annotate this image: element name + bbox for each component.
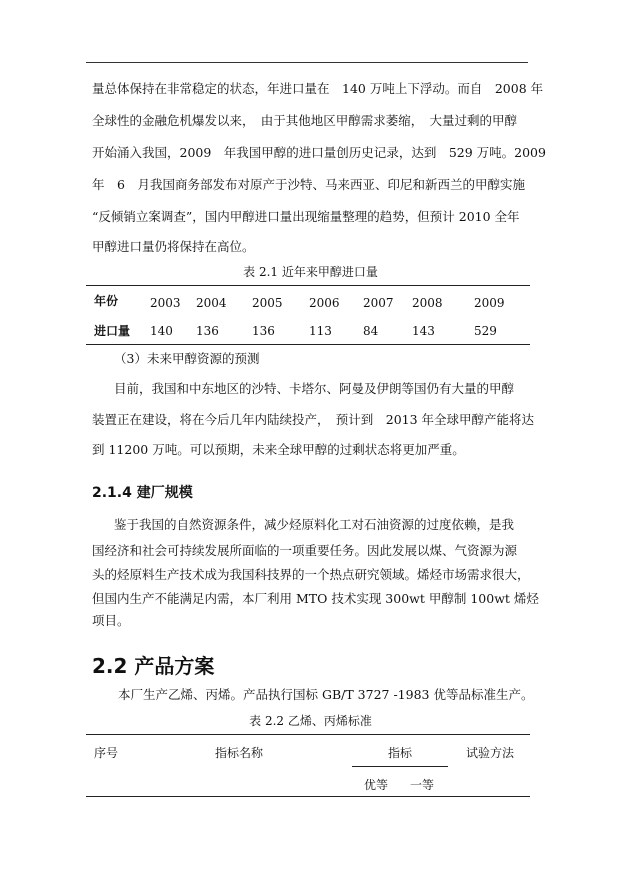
text-line: 甲醇进口量仍将保持在高位。: [92, 239, 255, 254]
table-1-value: 84: [363, 324, 379, 338]
table-2-header: 指标: [388, 746, 413, 760]
table-1-value: 529: [474, 324, 497, 338]
section-heading-2-2: 2.2 产品方案: [92, 654, 215, 678]
table-1-bottom-rule: [86, 344, 530, 345]
table-1-year: 2004: [196, 296, 227, 310]
table-2-header-bottom-rule: [86, 796, 530, 797]
text-line: 头的烃原料生产技术成为我国科技界的一个热点研究领域。烯烃市场需求很大，: [92, 567, 530, 582]
table-2-subheader: 优等: [364, 778, 389, 792]
table-1-year: 2007: [363, 296, 394, 310]
table-1-caption: 表 2.1 近年来甲醇进口量: [243, 265, 378, 279]
text-line: 年 6 月我国商务部发布对原产于沙特、马来西亚、印尼和新西兰的甲醇实施: [92, 177, 525, 192]
text-line: 国经济和社会可持续发展所面临的一项重要任务。因此发展以煤、气资源为源: [92, 543, 518, 558]
table-2-top-rule: [86, 734, 530, 735]
table-1-year: 2005: [252, 296, 283, 310]
section-heading-2-1-4: 2.1.4 建厂规模: [92, 485, 193, 501]
text-line: 项目。: [92, 613, 130, 628]
table-2-subheader-rule: [352, 766, 448, 767]
subheading-forecast: （3）未来甲醇资源的预测: [114, 351, 260, 366]
header-rule: [86, 62, 528, 63]
table-2-header: 试验方法: [466, 746, 515, 760]
table-1-value: 113: [309, 324, 332, 338]
text-line: 鉴于我国的自然资源条件，减少烃原料化工对石油资源的过度依赖，是我: [114, 517, 515, 532]
text-line: 到 11200 万吨。可以预期，未来全球甲醇的过剩状态将更加严重。: [92, 442, 465, 457]
text-line: 目前，我国和中东地区的沙特、卡塔尔、阿曼及伊朗等国仍有大量的甲醇: [114, 381, 515, 396]
table-1-row-label-import: 进口量: [94, 324, 131, 338]
text-line: 全球性的金融危机爆发以来， 由于其他地区甲醇需求萎缩， 大量过剩的甲醇: [92, 113, 518, 128]
table-2-header: 指标名称: [215, 746, 264, 760]
text-line: “反倾销立案调查”，国内甲醇进口量出现缩量整理的趋势，但预计 2010 全年: [92, 209, 520, 224]
table-1-value: 143: [412, 324, 435, 338]
table-1-value: 140: [150, 324, 173, 338]
paragraph-4: 本厂生产乙烯、丙烯。产品执行国标 GB/T 3727 -1983 优等品标准生产。: [118, 687, 534, 702]
table-1-row-label-year: 年份: [94, 294, 119, 308]
text-line: 但国内生产不能满足内需，本厂利用 MTO 技术实现 300wt 甲醇制 100wt 烯烃: [92, 591, 539, 606]
table-2-header: 序号: [94, 746, 119, 760]
table-1-year: 2008: [412, 296, 443, 310]
text-line: 量总体保持在非常稳定的状态，年进口量在 140 万吨上下浮动。而自 2008 年: [92, 81, 544, 96]
table-2-subheader: 一等: [410, 778, 435, 792]
table-2-caption: 表 2.2 乙烯、丙烯标准: [249, 714, 372, 728]
table-1-year: 2009: [474, 296, 505, 310]
table-1-top-rule: [86, 285, 530, 286]
table-1-year: 2006: [309, 296, 340, 310]
text-line: 开始涌入我国，2009 年我国甲醇的进口量创历史记录，达到 529 万吨。2009: [92, 145, 546, 160]
table-1-year: 2003: [150, 296, 181, 310]
table-1-value: 136: [196, 324, 219, 338]
text-line: 装置正在建设，将在今后几年内陆续投产， 预计到 2013 年全球甲醇产能将达: [92, 412, 535, 427]
table-1-value: 136: [252, 324, 275, 338]
